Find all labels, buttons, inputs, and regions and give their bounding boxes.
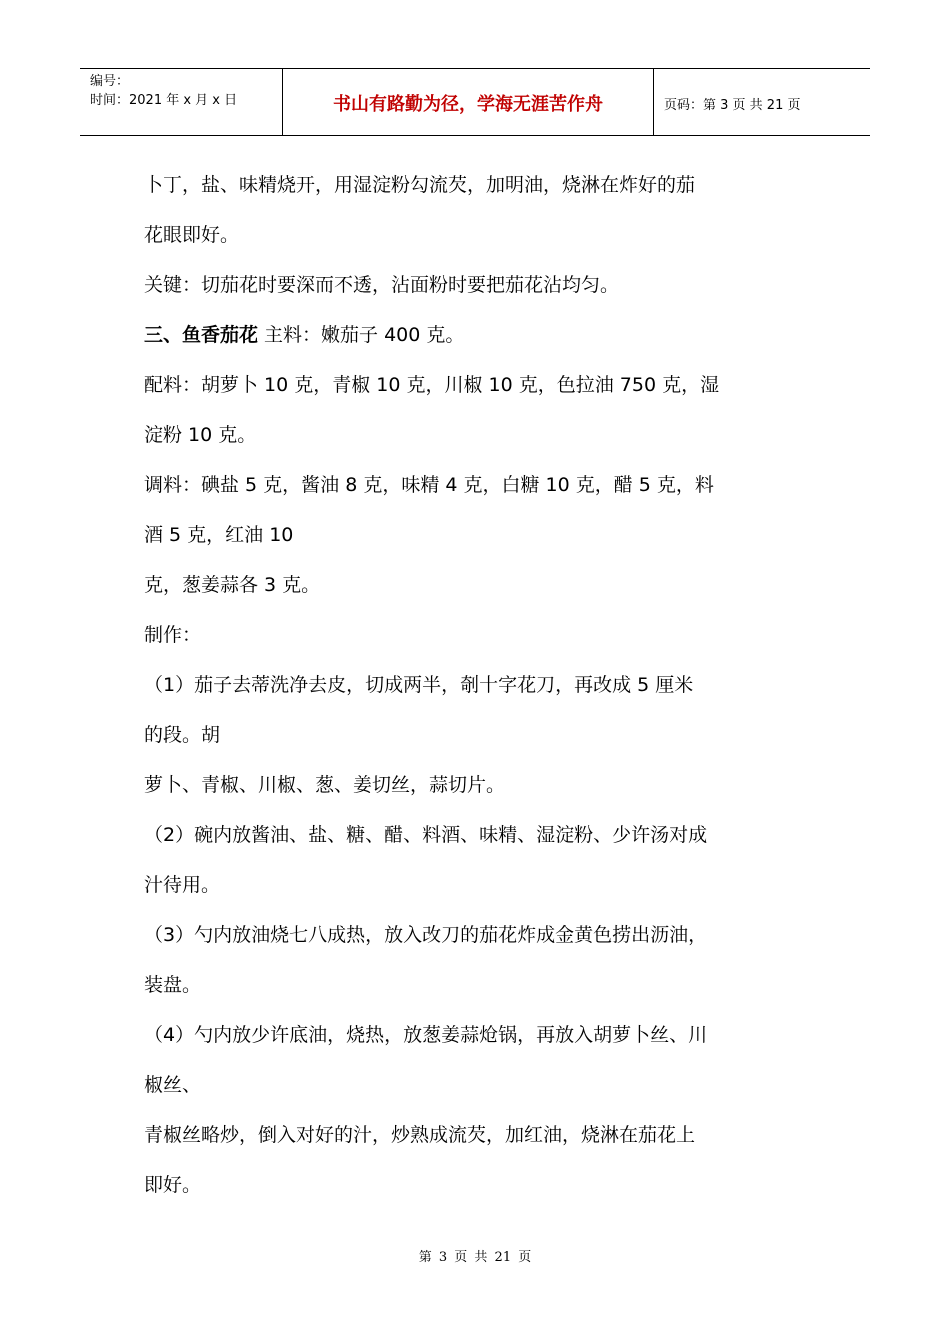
text-line: 卜丁，盐、味精烧开，用湿淀粉勾流芡，加明油，烧淋在炸好的茄	[144, 174, 696, 196]
text-line: 汁待用。	[144, 874, 221, 896]
text-line: 装盘。	[144, 974, 202, 996]
text-line: 淀粉 10 克。	[144, 424, 257, 446]
text-line: 酒 5 克，红油 10	[144, 524, 294, 546]
section-heading: 三、鱼香茄花	[144, 324, 259, 346]
text-line	[144, 316, 824, 366]
text-line: 即好。	[144, 1174, 202, 1196]
line-text: 主料：嫩茄子 400 克。	[258, 324, 465, 346]
page-header	[80, 68, 870, 136]
text-line: 调料：碘盐 5 克，酱油 8 克，味精 4 克，白糖 10 克，醋 5 克，料	[144, 474, 714, 496]
page-footer: 第 3 页 共 21 页	[418, 1250, 532, 1265]
header-page-info: 页码：第 3 页 共 21 页	[664, 97, 801, 113]
document-body	[144, 166, 824, 1216]
text-line: 花眼即好。	[144, 224, 240, 246]
text-line: 萝卜、青椒、川椒、葱、姜切丝，蒜切片。	[144, 774, 506, 796]
text-line: 制作：	[144, 624, 202, 646]
text-line: （1）茄子去蒂洗净去皮，切成两半，剞十字花刀，再改成 5 厘米	[144, 674, 694, 696]
text-line: 克，葱姜蒜各 3 克。	[144, 574, 321, 596]
text-line: 青椒丝略炒，倒入对好的汁，炒熟成流芡，加红油，烧淋在茄花上	[144, 1124, 696, 1146]
text-line: （4）勺内放少许底油，烧热，放葱姜蒜炝锅，再放入胡萝卜丝、川	[144, 1024, 708, 1046]
text-line: 椒丝、	[144, 1074, 202, 1096]
header-meta	[80, 69, 282, 135]
time-label: 时间：2021 年 x 月 x 日	[90, 93, 238, 108]
text-line: 关键：切茄花时要深而不透，沾面粉时要把茄花沾均匀。	[144, 274, 620, 296]
header-motto: 书山有路勤为径，学海无涯苦作舟	[282, 69, 654, 135]
text-line: 配料：胡萝卜 10 克，青椒 10 克，川椒 10 克，色拉油 750 克，湿	[144, 374, 720, 396]
number-label: 编号：	[90, 74, 130, 89]
text-line: （2）碗内放酱油、盐、糖、醋、料酒、味精、湿淀粉、少许汤对成	[144, 824, 708, 846]
text-line: （3）勺内放油烧七八成热，放入改刀的茄花炸成金黄色捞出沥油，	[144, 924, 708, 946]
text-line: 的段。胡	[144, 724, 221, 746]
